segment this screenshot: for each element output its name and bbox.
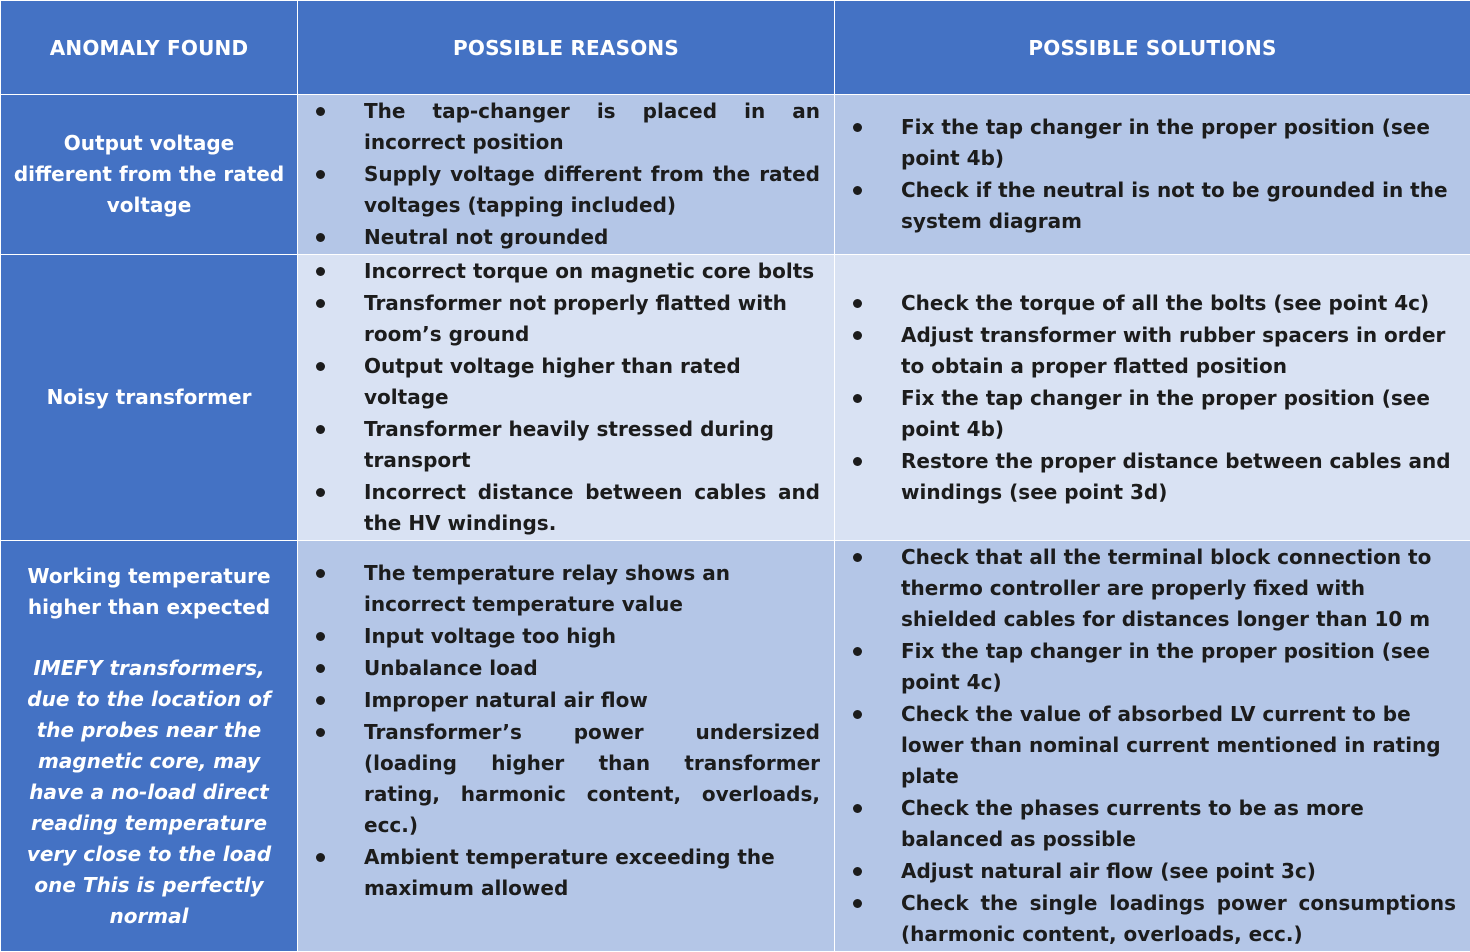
- list-item: Improper natural air flow: [298, 685, 820, 716]
- anomaly-note: IMEFY transformers, due to the location of the probes near the magnetic core, may have a no-load direct reading temperature very close to the load one This is perfectly normal: [13, 653, 285, 932]
- list-item: Adjust natural air flow (see point 3c): [835, 856, 1456, 887]
- list-item: Restore the proper distance between cables and windings (see point 3d): [835, 446, 1456, 508]
- list-item: Check if the neutral is not to be grounded in the system diagram: [835, 175, 1456, 237]
- reasons-cell: [298, 255, 835, 541]
- solutions-list: [835, 542, 1456, 950]
- anomaly-cell: [1, 541, 298, 952]
- reasons-list: [298, 558, 820, 904]
- list-item: Check the value of absorbed LV current to be lower than nominal current mentioned in rating plate: [835, 699, 1456, 792]
- reasons-list: [298, 256, 820, 539]
- list-item: Incorrect torque on magnetic core bolts: [298, 256, 820, 287]
- list-item: Ambient temperature exceeding the maximum allowed: [298, 842, 820, 904]
- header-row: [1, 1, 1470, 95]
- list-item: Transformer heavily stressed during transport: [298, 414, 820, 476]
- header-possible-solutions: POSSIBLE SOLUTIONS: [835, 1, 1470, 95]
- anomaly-cell: [1, 95, 298, 255]
- list-item: Transformer not properly flatted with room’s ground: [298, 288, 820, 350]
- solutions-cell: [835, 255, 1470, 541]
- header-anomaly-found: ANOMALY FOUND: [1, 1, 298, 95]
- list-item: Supply voltage different from the rated voltages (tapping included): [298, 159, 820, 221]
- anomaly-cell: [1, 255, 298, 541]
- table-row-output-voltage: [1, 95, 1470, 255]
- list-item: Transformer’s power undersized (loading higher than transformer rating, harmonic content, overloads, ecc.): [298, 717, 820, 841]
- solutions-list: [835, 112, 1456, 237]
- solutions-cell: [835, 95, 1470, 255]
- list-item: The temperature relay shows an incorrect temperature value: [298, 558, 820, 620]
- list-item: Check that all the terminal block connection to thermo controller are properly fixed with shielded cables for distances longer than 10 m: [835, 542, 1456, 635]
- anomaly-title: Noisy transformer: [13, 382, 285, 413]
- list-item: Check the single loadings power consumptions (harmonic content, overloads, ecc.): [835, 888, 1456, 950]
- list-item: Output voltage higher than rated voltage: [298, 351, 820, 413]
- reasons-cell: [298, 541, 835, 952]
- list-item: Fix the tap changer in the proper position (see point 4c): [835, 636, 1456, 698]
- list-item: Adjust transformer with rubber spacers in order to obtain a proper flatted position: [835, 320, 1456, 382]
- anomaly-title: Working temperature higher than expected: [13, 561, 285, 623]
- list-item: The tap-changer is placed in an incorrect position: [298, 96, 820, 158]
- table-row-noisy-transformer: [1, 255, 1470, 541]
- list-item: Neutral not grounded: [298, 222, 820, 253]
- table-row-working-temperature: [1, 541, 1470, 952]
- list-item: Fix the tap changer in the proper position (see point 4b): [835, 383, 1456, 445]
- anomaly-title: Output voltage different from the rated voltage: [13, 128, 285, 221]
- list-item: Input voltage too high: [298, 621, 820, 652]
- list-item: Check the torque of all the bolts (see point 4c): [835, 288, 1456, 319]
- list-item: Fix the tap changer in the proper position (see point 4b): [835, 112, 1456, 174]
- list-item: Check the phases currents to be as more balanced as possible: [835, 793, 1456, 855]
- reasons-cell: [298, 95, 835, 255]
- header-possible-reasons: POSSIBLE REASONS: [298, 1, 835, 95]
- reasons-list: [298, 96, 820, 253]
- list-item: Unbalance load: [298, 653, 820, 684]
- solutions-cell: [835, 541, 1470, 952]
- list-item: Incorrect distance between cables and the HV windings.: [298, 477, 820, 539]
- solutions-list: [835, 288, 1456, 508]
